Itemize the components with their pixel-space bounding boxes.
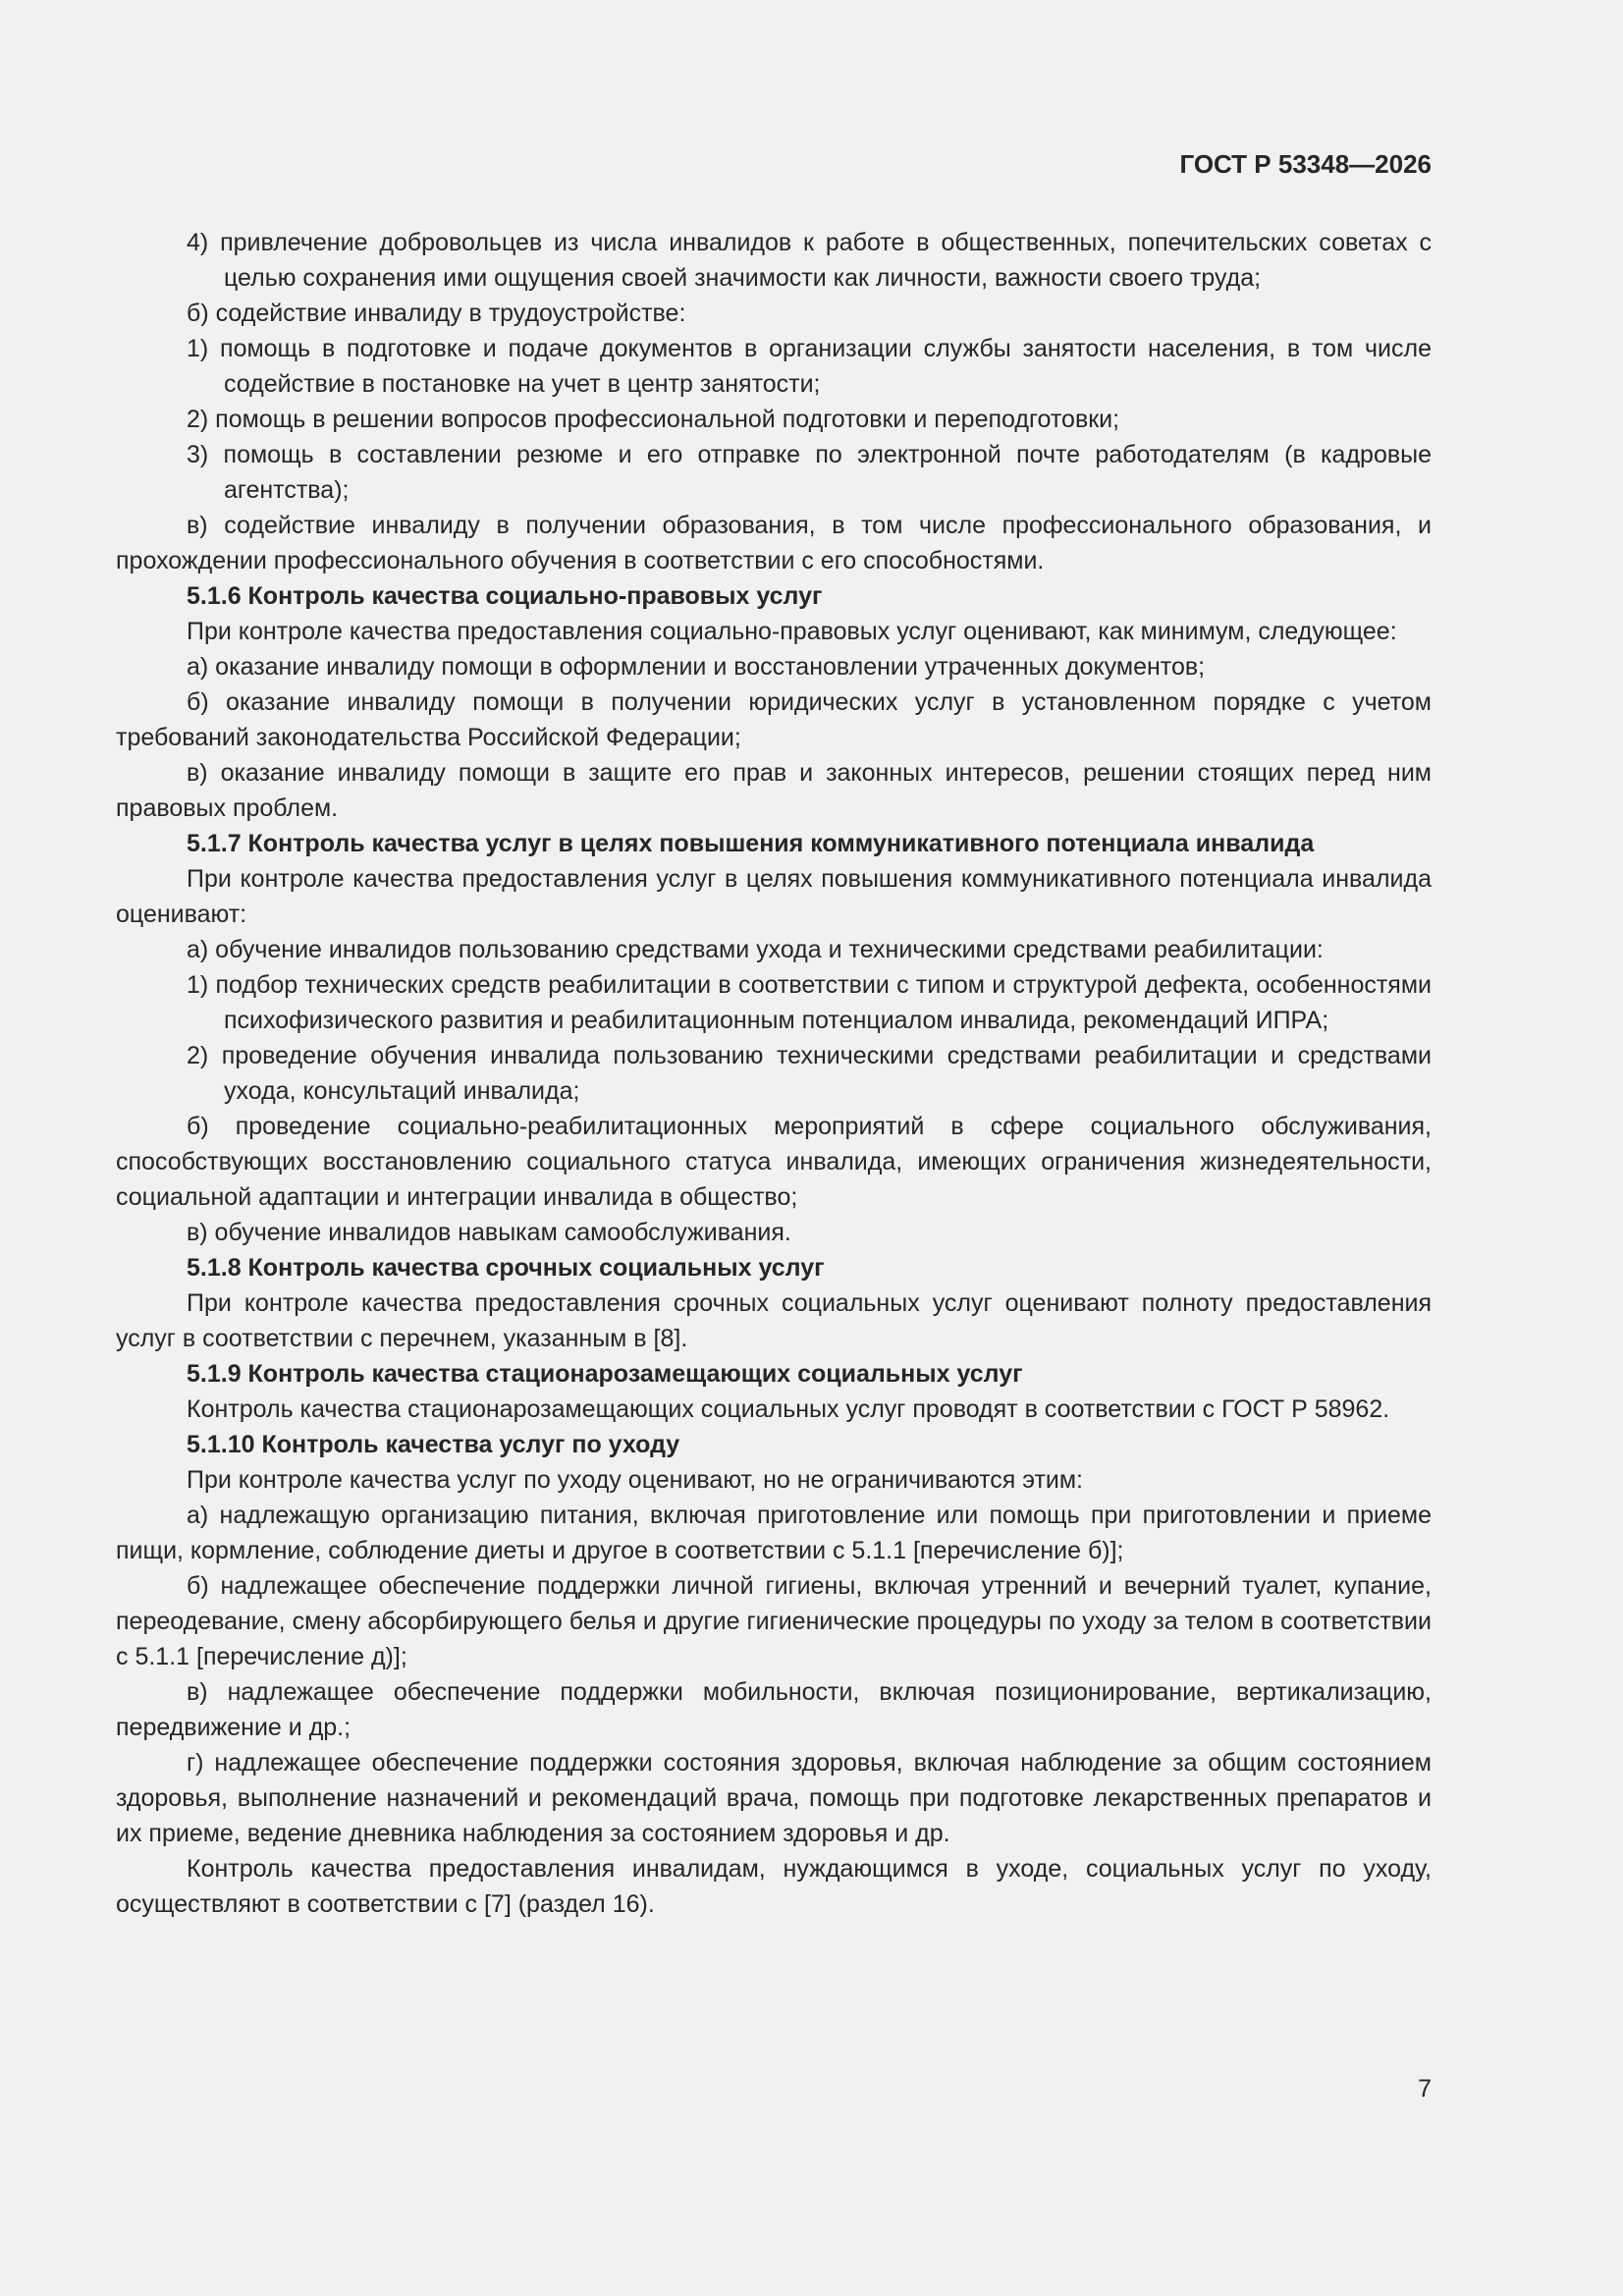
body-paragraph: 1) подбор технических средств реабилитации в соответствии с типом и структурой дефекта, особенностями психофизического развития и реабилитационным потенциалом инвалида, рекомендаций ИПРА; (187, 971, 1432, 1034)
body-paragraph: а) обучение инвалидов пользованию средствами ухода и техническими средствами реабилитации: (187, 936, 1324, 963)
section-heading: 5.1.10 Контроль качества услуг по уходу (187, 1431, 680, 1458)
body-paragraph: г) надлежащее обеспечение поддержки состояния здоровья, включая наблюдение за общим состоянием здоровья, выполнение назначений и рекомендаций врача, помощь при подготовке лекарственных препаратов и их приеме, ведение дневника наблюдения за состоянием здоровья и др. (116, 1749, 1432, 1847)
body-paragraph: 1) помощь в подготовке и подаче документов в организации службы занятости населения, в том числе содействие в постановке на учет в центр занятости; (187, 335, 1432, 398)
body-paragraph: в) содействие инвалиду в получении образования, в том числе профессионального образования, и прохождении профессионального обучения в соответствии с его способностями. (116, 512, 1432, 574)
body-paragraph: 4) привлечение добровольцев из числа инвалидов к работе в общественных, попечительских советах с целью сохранения ими ощущения своей значимости как личности, важности своего труда; (187, 229, 1432, 292)
body-paragraph: в) оказание инвалиду помощи в защите его прав и законных интересов, решении стоящих перед ним правовых проблем. (116, 759, 1432, 822)
body-paragraph: а) надлежащую организацию питания, включая приготовление или помощь при приготовлении и приеме пищи, кормление, соблюдение диеты и другое в соответствии с 5.1.1 [перечисление б)]; (116, 1502, 1432, 1564)
page-number: 7 (1418, 2075, 1432, 2103)
section-heading: 5.1.8 Контроль качества срочных социальных услуг (187, 1254, 825, 1282)
section-heading: 5.1.6 Контроль качества социально-правовых услуг (187, 582, 823, 610)
body-paragraph: в) надлежащее обеспечение поддержки мобильности, включая позиционирование, вертикализацию, передвижение и др.; (116, 1678, 1432, 1741)
body-paragraph: б) оказание инвалиду помощи в получении юридических услуг в установленном порядке с учетом требований законодательства Российской Федерации; (116, 688, 1432, 751)
body-paragraph: в) обучение инвалидов навыкам самообслуживания. (187, 1219, 791, 1246)
body-paragraph: Контроль качества стационарозамещающих социальных услуг проводят в соответствии с ГОСТ Р 58962. (187, 1395, 1390, 1423)
body-paragraph: При контроле качества предоставления срочных социальных услуг оценивают полноту предоставления услуг в соответствии с перечнем, указанным в [8]. (116, 1289, 1432, 1352)
section-heading: 5.1.9 Контроль качества стационарозамещающих социальных услуг (187, 1360, 1023, 1388)
document-header: ГОСТ Р 53348—2026 (1179, 149, 1432, 179)
body-paragraph: б) проведение социально-реабилитационных мероприятий в сфере социального обслуживания, способствующих восстановлению социального статуса инвалида, имеющих ограничения жизнедеятельности, социальной адаптации и интеграции инвалида в общество; (116, 1113, 1432, 1211)
body-paragraph: 2) проведение обучения инвалида пользованию техническими средствами реабилитации и средствами ухода, консультаций инвалида; (187, 1042, 1432, 1105)
document-body (116, 225, 1432, 1922)
body-paragraph: При контроле качества предоставления социально-правовых услуг оценивают, как минимум, следующее: (187, 618, 1397, 645)
body-paragraph: б) содействие инвалиду в трудоустройстве: (187, 300, 686, 327)
body-paragraph: б) надлежащее обеспечение поддержки личной гигиены, включая утренний и вечерний туалет, купание, переодевание, смену абсорбирующего белья и другие гигиенические процедуры по уходу за телом в соответствии с 5.1.1 [перечисление д)]; (116, 1572, 1432, 1670)
body-paragraph: При контроле качества предоставления услуг в целях повышения коммуникативного потенциала инвалида оценивают: (116, 865, 1432, 928)
section-heading: 5.1.7 Контроль качества услуг в целях повышения коммуникативного потенциала инвалида (187, 830, 1315, 857)
body-paragraph: 2) помощь в решении вопросов профессиональной подготовки и переподготовки; (187, 406, 1120, 433)
body-paragraph: Контроль качества предоставления инвалидам, нуждающимся в уходе, социальных услуг по уходу, осуществляют в соответствии с [7] (раздел 16). (116, 1855, 1432, 1918)
body-paragraph: а) оказание инвалиду помощи в оформлении и восстановлении утраченных документов; (187, 653, 1206, 681)
body-paragraph: При контроле качества услуг по уходу оценивают, но не ограничиваются этим: (187, 1466, 1084, 1494)
body-paragraph: 3) помощь в составлении резюме и его отправке по электронной почте работодателям (в кадровые агентства); (187, 441, 1432, 504)
